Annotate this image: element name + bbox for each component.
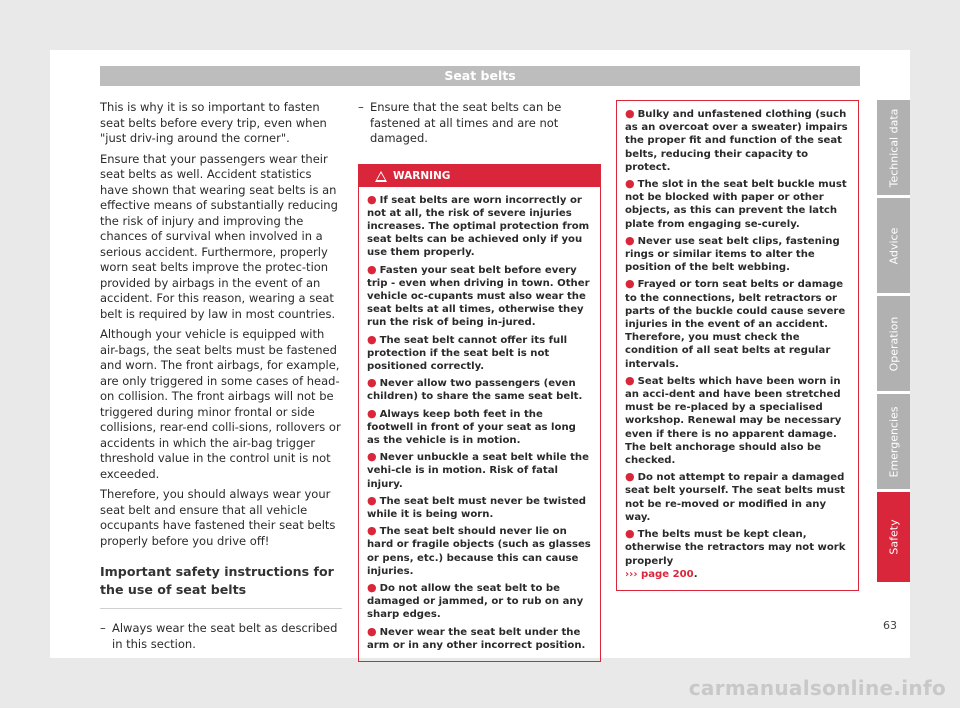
bullet-icon: ● bbox=[367, 624, 377, 638]
warning-item: ● Never wear the seat belt under the arm or in any other incorrect position. bbox=[367, 624, 586, 651]
warning-item: ● Never unbuckle a seat belt while the vehi-cle is in motion. Risk of fatal injury. bbox=[367, 450, 589, 490]
warning-item: ● Never allow two passengers (even children) to share the same seat belt. bbox=[367, 376, 583, 403]
page-link[interactable]: ››› page 200 bbox=[625, 568, 694, 580]
paragraph: This is why it is so important to fasten seat belts before every trip, even when "just driv-ing around the corner". bbox=[100, 100, 327, 145]
warning-body bbox=[617, 101, 858, 590]
bullet-icon: ● bbox=[367, 332, 377, 346]
column-2 bbox=[358, 100, 601, 662]
warning-item: ● Frayed or torn seat belts or damage to the connections, belt retractors or parts of the buckle could cause severe injuries in the event of an accident. Therefore, you must check the condition of all seat belts at regular intervals. bbox=[625, 277, 846, 370]
bullet-icon: ● bbox=[625, 373, 635, 387]
paragraph: Although your vehicle is equipped with air-bags, the seat belts must be fastened and worn. The front airbags, for example, are only triggered in some cases of head-on collision. The front airbags will not be triggered during minor frontal or side collisions, rear-end colli-sions, rollovers or accidents in which the air-bag trigger threshold value in the control unit is not exceeded. bbox=[100, 327, 341, 481]
bullet-icon: ● bbox=[625, 527, 635, 541]
bullet-icon: ● bbox=[367, 580, 377, 594]
warning-item: ● The seat belt should never lie on hard or fragile objects (such as glasses or pens, etc.) because this can cause injuries. bbox=[367, 524, 591, 577]
tab-emergencies[interactable]: Emergencies bbox=[877, 394, 910, 489]
warning-item: ● Fasten your seat belt before every trip - even when driving in town. Other vehicle oc-cupants must also wear the seat belts at all times, otherwise they run the risk of being in-jured. bbox=[367, 262, 590, 329]
bullet-icon: ● bbox=[367, 262, 377, 276]
warning-header bbox=[359, 165, 600, 187]
bullet-icon: ● bbox=[625, 107, 635, 120]
warning-triangle-icon bbox=[375, 171, 387, 182]
warning-item: ● If seat belts are worn incorrectly or not at all, the risk of severe injuries increases. The optimal protection from seat belts can be achieved only if you use them properly. bbox=[367, 192, 590, 259]
warning-item: ● The belts must be kept clean, otherwise the retractors may not work properly ››› page 200. bbox=[625, 527, 846, 580]
warning-body bbox=[359, 187, 600, 662]
bullet-icon: ● bbox=[367, 376, 377, 390]
warning-item: ● Seat belts which have been worn in an acci-dent and have been stretched must be re-placed by a specialised workshop. Renewal may be necessary even if there is no apparent damage. The belt anchorage should also be checked. bbox=[625, 373, 842, 467]
bullet-icon: ● bbox=[625, 177, 635, 191]
dash-list-item: – Always wear the seat belt as described in this section. bbox=[100, 621, 342, 652]
section-heading: Important safety instructions for the use of seat belts bbox=[100, 563, 342, 609]
bullet-icon: ● bbox=[625, 233, 635, 247]
tab-safety[interactable]: Safety bbox=[877, 492, 910, 582]
tab-technical-data[interactable]: Technical data bbox=[877, 100, 910, 195]
warning-box bbox=[358, 164, 601, 663]
bullet-icon: ● bbox=[367, 493, 377, 507]
bullet-icon: ● bbox=[367, 406, 377, 420]
bullet-icon: ● bbox=[625, 277, 635, 291]
warning-item: ● Never use seat belt clips, fastening rings or similar items to alter the position of the belt webbing. bbox=[625, 233, 840, 274]
warning-item: ● Do not attempt to repair a damaged seat belt yourself. The seat belts must not be re-moved or modified in any way. bbox=[625, 470, 845, 523]
warning-item: ● The slot in the seat belt buckle must not be blocked with paper or other objects, as this can prevent the latch plate from engaging se-curely. bbox=[625, 177, 847, 230]
warning-item: ● The seat belt cannot offer its full protection if the seat belt is not positioned correctly. bbox=[367, 332, 568, 372]
tab-operation[interactable]: Operation bbox=[877, 296, 910, 391]
paragraph: Ensure that your passengers wear their seat belts as well. Accident statistics have shown that wearing seat belts is an effective means of substantially reducing the risk of injury and improving the chances of survival when involved in a serious accident. Furthermore, properly worn seat belts improve the protec-tion provided by airbags in the event of an accident. For this reason, wearing a seat belt is required by law in most countries. bbox=[100, 151, 338, 321]
watermark: carmanualsonline.info bbox=[688, 676, 946, 700]
warning-item: ● Always keep both feet in the footwell in front of your seat as long as the vehicle is in motion. bbox=[367, 406, 576, 446]
page-header: Seat belts bbox=[100, 66, 860, 86]
paragraph: Therefore, you should always wear your seat belt and ensure that all vehicle occupants have fastened their seat belts properly before you drive off! bbox=[100, 487, 336, 548]
warning-item: ● The seat belt must never be twisted while it is being worn. bbox=[367, 493, 587, 520]
bullet-icon: ● bbox=[367, 192, 377, 206]
bullet-icon: ● bbox=[367, 450, 377, 464]
column-3 bbox=[616, 100, 859, 591]
bullet-icon: ● bbox=[367, 524, 377, 538]
dash-list-item: – Ensure that the seat belts can be fastened at all times and are not damaged. bbox=[358, 100, 601, 147]
bullet-icon: ● bbox=[625, 470, 635, 484]
warning-box-continued bbox=[616, 100, 859, 591]
column-1 bbox=[100, 100, 342, 652]
tab-advice[interactable]: Advice bbox=[877, 198, 910, 293]
warning-label: WARNING bbox=[393, 169, 451, 182]
warning-item: ● Bulky and unfastened clothing (such as an overcoat over a sweater) impairs the proper fit and function of the seat belts, reducing their capacity to protect. bbox=[625, 107, 848, 173]
warning-item: ● Do not allow the seat belt to be damaged or jammed, or to rub on any sharp edges. bbox=[367, 580, 584, 621]
page-number: 63 bbox=[883, 619, 897, 632]
